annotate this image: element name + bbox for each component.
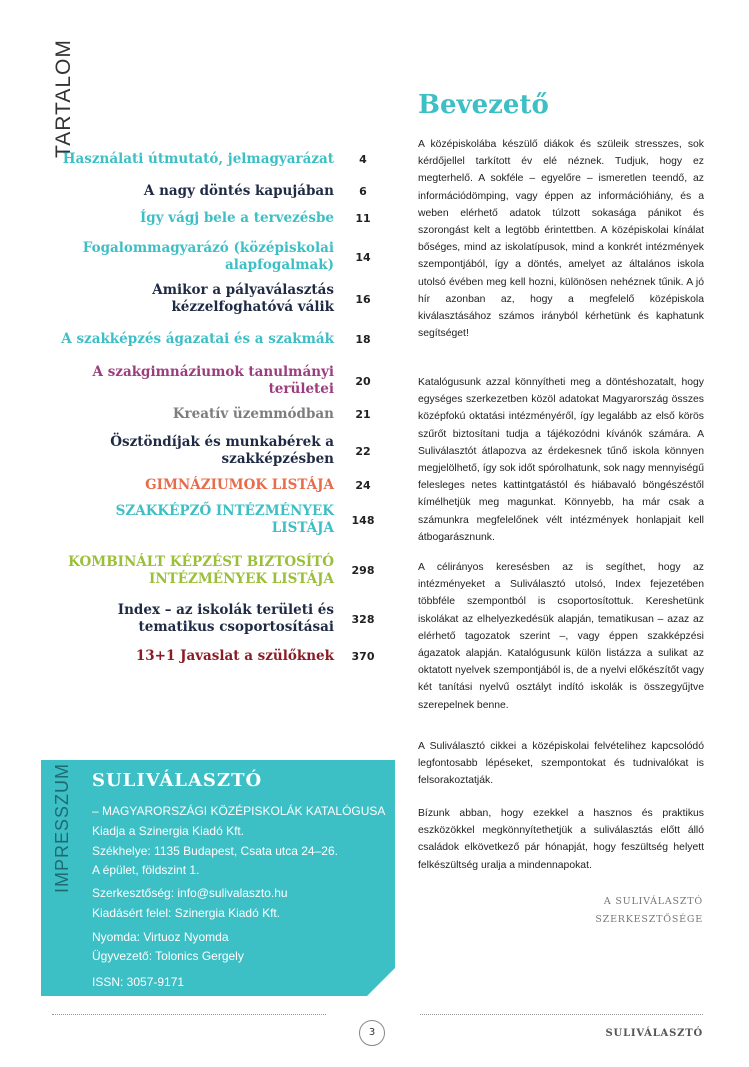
impressum-address-line-1: Székhelye: 1135 Budapest, Csata utca 24–26. [92, 844, 338, 858]
toc-entry[interactable] [60, 434, 378, 468]
toc-entry-page: 6 [359, 185, 367, 198]
impressum-email: Szerkesztőség: info@sulivalaszto.hu [92, 886, 288, 900]
impressum-label: IMPRESSZUM [52, 762, 72, 893]
footer-brand: SULIVÁLASZTÓ [605, 1028, 703, 1039]
toc-entry[interactable] [60, 503, 378, 537]
toc-entry-page: 14 [355, 250, 371, 264]
toc-entry-title: Amikor a pályaválasztás kézzelfoghatóvá válik [152, 282, 334, 315]
toc-entry[interactable] [60, 406, 378, 423]
toc-entry-title: Így vágj bele a tervezésbe [139, 210, 334, 226]
impressum-printer: Nyomda: Virtuoz Nyomda [92, 930, 229, 944]
impressum-title: SULIVÁLASZTÓ [92, 770, 263, 791]
toc-entry-title: A szakképzés ágazatai és a szakmák [61, 330, 334, 347]
footer-divider-right [420, 1014, 703, 1015]
toc-entry-page: 298 [351, 564, 375, 577]
toc-entry-title: SZAKKÉPZŐ INTÉZMÉNYEK LISTÁJA [115, 503, 334, 536]
toc-entry[interactable] [60, 322, 378, 356]
toc-entry[interactable] [60, 364, 378, 398]
toc-entry-page: 20 [355, 374, 371, 388]
toc-entry-title: 13+1 Javaslat a szülőknek [135, 648, 334, 664]
intro-paragraph: A középiskolába készülő diákok és szüleik stresszes, sok kérdőjellel tarkított év elé néznek. Tudjuk, hogy ez megterhelő. A sokféle – egyelőre – ismeretlen teendő, az információdömping, vagy éppen az információhiány, és a weben elérhető adatok túlzott sokasága pánikot és szorongást kelt a legtöbb érintettben. A középiskolai kínálat bőséges, mind az iskolatípusok, mind a konkrét intézmények szempontjából, így a döntés, amelyet az általános iskola utolsó évében meg kell hozni, különösen nehéznek tűnik. A jó hír azonban az, hogy a megfelelő középiskola kiválasztásához számos irányból kérhetünk és kaphatunk segítséget! [418, 139, 704, 340]
impressum-corner-fold [367, 968, 395, 996]
toc-heading: TARTALOM [52, 39, 75, 158]
page-number: 3 [359, 1020, 385, 1046]
toc-entry-page: 18 [355, 332, 371, 346]
toc-entry[interactable] [60, 477, 378, 494]
toc-entry-page: 24 [355, 479, 371, 492]
toc-entry[interactable] [60, 648, 378, 665]
toc-entry[interactable] [60, 545, 378, 596]
impressum-subtitle: – MAGYARORSZÁGI KÖZÉPISKOLÁK KATALÓGUSA [92, 804, 386, 818]
toc-entry-page: 148 [351, 513, 375, 527]
toc-entry-page: 21 [355, 408, 371, 421]
toc-entry-title: GIMNÁZIUMOK LISTÁJA [145, 477, 334, 493]
intro-paragraph: A célirányos keresésben az is segíthet, hogy az intézményeket a Suliválasztó utolsó, Index fejezetében többféle szempontból is csoportosítottuk. Kereshetünk iskolákat az elhelyezkedésük alapján, tematikusan – azaz az elérhető tagozatok szerint –, vagy éppen szakképzési ágazatok alapján. Katalógusunk külön listázza a sulikat az oktatott nyelvek szempontjából is, de a nyelvi előkészítőt vagy két tanítási nyelvű osztályt indító iskolák is összegyűjtve szerepelnek benne. [418, 562, 704, 711]
toc-entry-title: Használati útmutató, jelmagyarázat [62, 150, 334, 167]
intro-heading: Bevezető [418, 90, 549, 120]
impressum-publisher: Kiadja a Szinergia Kiadó Kft. [92, 824, 245, 838]
toc-entry-page: 11 [355, 212, 371, 225]
signature-line-1: A SULIVÁLASZTÓ [603, 896, 703, 907]
intro-paragraph: A Suliválasztó cikkei a középiskolai felvételihez kapcsolódó legfontosabb lépéseket, szempontokat és tudnivalókat is felsorakoztatják. [418, 741, 704, 787]
toc-entry-title: Fogalommagyarázó (középiskolai alapfogalmak) [82, 240, 334, 273]
toc-entry-page: 370 [351, 650, 375, 663]
footer-divider-left [52, 1014, 326, 1015]
toc-entry[interactable] [60, 282, 378, 316]
toc-entry[interactable] [60, 602, 378, 636]
impressum-director: Ügyvezető: Tolonics Gergely [92, 949, 244, 963]
toc-entry[interactable] [60, 142, 378, 176]
toc-entry-title: KOMBINÁLT KÉPZÉST BIZTOSÍTÓ INTÉZMÉNYEK LISTÁJA [68, 553, 334, 587]
signature-line-2: SZERKESZTŐSÉGE [595, 914, 703, 925]
toc-entry-title: A szakgimnáziumok tanulmányi területei [92, 364, 334, 397]
impressum-issn: ISSN: 3057-9171 [92, 975, 185, 989]
toc-entry-title: Index – az iskolák területi és tematikus csoportosításai [117, 602, 334, 635]
impressum-responsible: Kiadásért felel: Szinergia Kiadó Kft. [92, 906, 281, 920]
intro-paragraph: Bízunk abban, hogy ezekkel a hasznos és praktikus eszközökkel megkönnyítethetjük a suliválasztás előtt álló családok elkövetkező pár hónapját, hogy feszültség helyett felkészültség uralja a mindennapokat. [418, 808, 704, 871]
toc-entry[interactable] [60, 240, 378, 274]
toc-entry-page: 4 [359, 152, 367, 166]
impressum-address-line-2: A épület, földszint 1. [92, 863, 200, 877]
toc-entry-title: Ösztöndíjak és munkabérek a szakképzésben [110, 434, 334, 467]
toc-entry-page: 16 [355, 292, 371, 306]
toc-entry-title: A nagy döntés kapujában [143, 183, 334, 199]
toc-entry-page: 22 [355, 444, 371, 458]
intro-paragraph: Katalógusunk azzal könnyítheti meg a döntéshozatalt, hogy egységes szerkezetben közöl adatokat Magyarország összes középfokú oktatási intézményéről, így legalább az első körös szűrőt biztosítani tudja a tájékozódni kívánók számára. A Suliválasztót átlapozva az érdekesnek tűnő iskola könnyen megjelölhető, így sok időt spórolhatunk, sok nagy mennyiségű felesleges netes kattintgatástól és hiábavaló böngészéstől kímélhetjük meg magunkat. Könnyebb, ha már csak a számunkra megfelelőnek vélt intézmények honlapjait kell átbogarásznunk. [418, 377, 704, 543]
toc-entry-title: Kreatív üzemmódban [172, 406, 334, 422]
toc-entry[interactable] [60, 210, 378, 227]
toc-entry-page: 328 [351, 612, 375, 626]
toc-entry[interactable] [60, 183, 378, 200]
